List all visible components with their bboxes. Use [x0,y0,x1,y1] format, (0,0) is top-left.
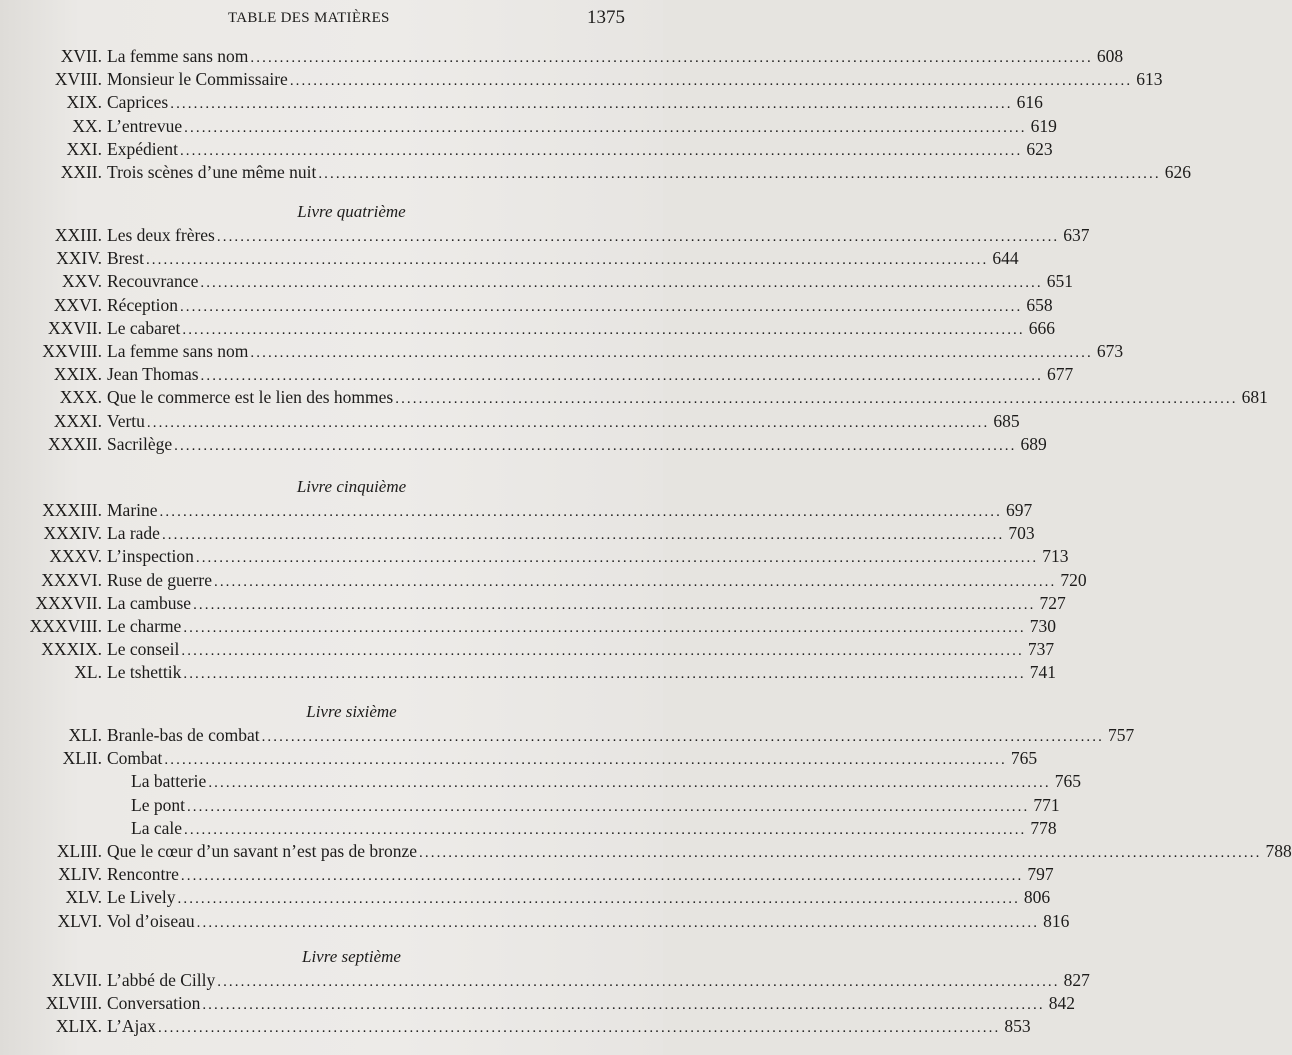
entry-line [107,992,1075,1017]
entry-line [131,794,1060,819]
dot-leader: ................................................................................................................................................ [261,729,1104,745]
dot-leader: ................................................................................................................................................ [157,1020,1001,1037]
entry-line [131,817,1057,842]
chapter-title: La batterie [131,771,207,792]
chapter-number: XXIII. [54,225,102,245]
page-reference: 757 [1107,725,1135,745]
chapter-title: Marine [107,500,158,520]
toc-entry [0,992,1075,1015]
toc-entry [0,294,1053,317]
chapter-number: XLVIII. [45,993,102,1014]
toc-entry [0,499,1033,522]
chapter-title: Branle-bas de combat [107,725,260,745]
chapter-title: Expédient [107,138,178,159]
toc-entry [0,545,1069,568]
dot-leader: ................................................................................................................................................ [216,229,1060,245]
entry-line [107,638,1055,663]
page-reference: 623 [1026,138,1053,159]
dot-leader: ................................................................................................................................................ [186,798,1030,815]
page-reference: 806 [1023,887,1051,908]
entry-line [107,724,1135,749]
dot-leader: ................................................................................................................................................ [184,821,1027,838]
chapter-number: XXVI. [53,294,102,315]
chapter-number: XXXIX. [41,639,102,660]
chapter-number: XXXV. [49,546,102,567]
toc-entry [0,224,1090,247]
chapter-number: XXXII. [48,433,102,454]
toc-entry [0,340,1124,363]
page-reference: 681 [1241,387,1268,408]
toc-entry [0,91,1043,114]
toc-entry [0,863,1054,886]
toc-entry [0,138,1053,161]
chapter-title: L’inspection [107,546,194,567]
entry-line [107,545,1069,570]
entry-line [107,522,1035,547]
toc-entry [0,317,1055,340]
chapter-number: XXVIII. [42,340,102,361]
chapter-title: Caprices [107,92,169,113]
dot-leader: ................................................................................................................................................ [200,368,1043,385]
chapter-title: Que le cœur d’un savant n’est pas de bronze [107,840,418,861]
toc-entry [0,68,1163,91]
dot-leader: ................................................................................................................................................ [200,275,1043,292]
entry-line [107,910,1070,935]
dot-leader: ................................................................................................................................................ [164,752,1007,769]
entry-line [107,224,1090,249]
toc-subentry [0,794,1060,817]
page-reference: 608 [1096,46,1124,66]
toc-entry [0,724,1135,747]
dot-leader: ................................................................................................................................................ [196,914,1040,931]
chapter-title: Les deux frères [107,225,215,245]
entry-line [131,770,1081,795]
toc-entry [0,910,1070,933]
dot-leader: ................................................................................................................................................ [183,619,1026,636]
chapter-number: XXXI. [53,410,102,431]
page-reference: 788 [1265,840,1292,861]
toc-entry [0,1015,1031,1038]
page-reference: 713 [1042,546,1069,567]
toc-subentry [0,770,1081,793]
chapter-number: XLIII. [56,840,102,861]
dot-leader: ................................................................................................................................................ [170,96,1013,113]
page-number: 1375 [587,7,625,28]
chapter-number: XXV. [61,271,102,292]
chapter-number: XXXIV. [43,523,102,544]
entry-line [107,499,1033,524]
dot-leader: ................................................................................................................................................ [182,321,1025,338]
chapter-title: Sacrilège [107,433,173,454]
entry-line [107,615,1056,640]
entry-line [107,340,1124,365]
toc-entry [0,433,1047,456]
toc-entry [0,386,1268,409]
chapter-title: Brest [107,248,144,269]
dot-leader: ................................................................................................................................................ [159,504,1002,520]
dot-leader: ................................................................................................................................................ [195,550,1039,567]
toc-entry [0,363,1074,386]
toc-entry [0,161,1191,184]
page-reference: 644 [992,248,1019,269]
toc-entry [0,969,1090,992]
dot-leader: ................................................................................................................................................ [318,165,1161,182]
book-heading: Livre quatrième [297,202,406,221]
chapter-title: Ruse de guerre [107,569,212,590]
dot-leader: ................................................................................................................................................ [146,414,990,431]
page-reference: 842 [1048,993,1075,1014]
chapter-number: XXX. [59,387,102,408]
chapter-title: L’Ajax [107,1016,156,1037]
dot-leader: ................................................................................................................................................ [289,73,1133,90]
chapter-title: Le cabaret [107,317,181,338]
toc-entry [0,592,1066,615]
dot-leader: ................................................................................................................................................ [213,573,1057,590]
chapter-title: Recouvrance [107,271,199,292]
page-reference: 685 [993,410,1020,431]
chapter-number: XLV. [65,887,102,908]
entry-line [107,661,1057,686]
dot-leader: ................................................................................................................................................ [250,50,1093,66]
entry-line [107,386,1268,411]
entry-line [107,363,1074,388]
chapter-number: XL. [74,662,102,683]
page-reference: 816 [1043,910,1070,931]
chapter-title: Le Lively [107,887,176,908]
chapter-number: XXIV. [56,248,102,269]
dot-leader: ................................................................................................................................................ [161,527,1005,544]
dot-leader: ................................................................................................................................................ [217,974,1060,990]
chapter-number: XLIV. [58,864,102,885]
page-reference: 658 [1026,294,1053,315]
entry-line [107,91,1043,116]
chapter-number: XLVI. [57,910,102,931]
dot-leader: ................................................................................................................................................ [179,298,1023,315]
dot-leader: ................................................................................................................................................ [181,643,1024,660]
page-reference: 666 [1028,317,1055,338]
page-reference: 737 [1027,639,1055,660]
page-reference: 771 [1033,794,1060,815]
page-reference: 689 [1020,433,1047,454]
chapter-number: XLIX. [55,1016,102,1037]
entry-line [107,569,1087,594]
entry-line [107,410,1020,435]
toc-section [0,200,1268,456]
dot-leader: ................................................................................................................................................ [419,844,1262,861]
dot-leader: ................................................................................................................................................ [395,391,1238,408]
chapter-number: XLII. [62,748,102,769]
dot-leader: ................................................................................................................................................ [180,868,1024,885]
chapter-number: XXXVI. [41,569,102,590]
entry-line [107,886,1051,911]
chapter-title: Monsieur le Commissaire [107,69,288,90]
entry-line [107,863,1054,888]
entry-line [107,138,1053,163]
toc-subentry [0,817,1057,840]
chapter-number: XIX. [66,92,102,113]
toc-entry [0,569,1087,592]
page-reference: 720 [1060,569,1087,590]
book-heading: Livre cinquième [296,477,407,496]
dot-leader: ................................................................................................................................................ [145,252,989,269]
chapter-title: L’abbé de Cilly [107,970,216,990]
chapter-number: XXI. [66,138,102,159]
toc-section [0,475,1087,685]
dot-leader: ................................................................................................................................................ [184,119,1027,136]
page-reference: 616 [1016,92,1043,113]
entry-line [107,294,1053,319]
chapter-number: XXXIII. [42,500,102,520]
toc-entry [0,638,1055,661]
chapter-number: XX. [72,115,102,136]
toc-entry [0,247,1019,270]
chapter-title: La femme sans nom [107,340,249,361]
toc-entry [0,270,1073,293]
page-reference: 637 [1063,225,1090,245]
page-reference: 730 [1029,615,1056,636]
toc-entry [0,840,1292,863]
toc-section [0,45,1191,184]
page-reference: 703 [1008,523,1035,544]
toc-entry [0,615,1056,638]
chapter-title: Jean Thomas [107,364,199,385]
toc-section [0,700,1292,933]
toc-section [0,945,1090,1039]
dot-leader: ................................................................................................................................................ [202,997,1045,1014]
chapter-title: L’entrevue [107,115,183,136]
page-reference: 677 [1046,364,1074,385]
toc-entry [0,522,1035,545]
toc-entry [0,747,1038,770]
toc-entry [0,410,1020,433]
chapter-title: Le charme [107,615,182,636]
page-reference: 626 [1164,161,1191,182]
chapter-title: Réception [107,294,178,315]
toc-entry [0,45,1124,68]
chapter-number: XVII. [60,46,102,66]
dot-leader: ................................................................................................................................................ [174,437,1017,454]
entry-line [107,68,1163,93]
chapter-title: La cambuse [107,592,192,613]
page-reference: 697 [1005,500,1033,520]
toc-entry [0,115,1057,138]
chapter-number: XVIII. [54,69,102,90]
chapter-title: La femme sans nom [107,46,249,66]
page-reference: 853 [1004,1016,1031,1037]
dot-leader: ................................................................................................................................................ [183,666,1026,683]
page-reference: 765 [1010,748,1038,769]
entry-line [107,747,1038,772]
page-reference: 778 [1030,817,1057,838]
entry-line [107,433,1047,458]
entry-line [107,592,1066,617]
page-reference: 741 [1029,662,1057,683]
chapter-number: XLI. [68,725,102,745]
entry-line [107,45,1124,70]
book-heading: Livre sixième [306,702,397,721]
page-reference: 727 [1039,592,1066,613]
running-title: TABLE DES MATIÈRES [228,10,390,26]
page-reference: 797 [1027,864,1054,885]
entry-line [107,270,1073,295]
chapter-title: Conversation [107,993,201,1014]
dot-leader: ................................................................................................................................................ [193,596,1036,613]
page-reference: 673 [1096,340,1124,361]
page-reference: 619 [1030,115,1057,136]
dot-leader: ................................................................................................................................................ [208,775,1051,792]
toc-entry [0,886,1051,909]
chapter-title: Le tshettik [107,662,182,683]
chapter-number: XXII. [60,161,102,182]
dot-leader: ................................................................................................................................................ [250,344,1093,361]
chapter-title: Rencontre [107,864,179,885]
chapter-title: Que le commerce est le lien des hommes [107,387,394,408]
entry-line [107,1015,1031,1040]
chapter-number: XLVII. [51,970,102,990]
chapter-title: Vol d’oiseau [107,910,195,931]
entry-line [107,115,1057,140]
chapter-title: Trois scènes d’une même nuit [107,161,317,182]
chapter-title: Le pont [131,794,185,815]
page-reference: 651 [1046,271,1073,292]
page-reference: 827 [1063,970,1090,990]
page-reference: 613 [1136,69,1163,90]
chapter-title: La cale [131,817,182,838]
chapter-number: XXVII. [48,317,102,338]
dot-leader: ................................................................................................................................................ [179,142,1023,159]
book-heading: Livre septième [302,947,401,966]
toc-entry [0,661,1057,684]
entry-line [107,840,1292,865]
chapter-title: Vertu [107,410,145,431]
chapter-title: La rade [107,523,160,544]
entry-line [107,317,1055,342]
page-reference: 765 [1054,771,1081,792]
entry-line [107,969,1090,994]
entry-line [107,161,1191,186]
page-header [0,6,663,30]
chapter-number: XXXVII. [35,592,102,613]
chapter-title: Combat [107,748,163,769]
chapter-number: XXIX. [53,364,102,385]
entry-line [107,247,1019,272]
chapter-number: XXXVIII. [29,615,102,636]
chapter-title: Le conseil [107,639,180,660]
dot-leader: ................................................................................................................................................ [177,891,1020,908]
